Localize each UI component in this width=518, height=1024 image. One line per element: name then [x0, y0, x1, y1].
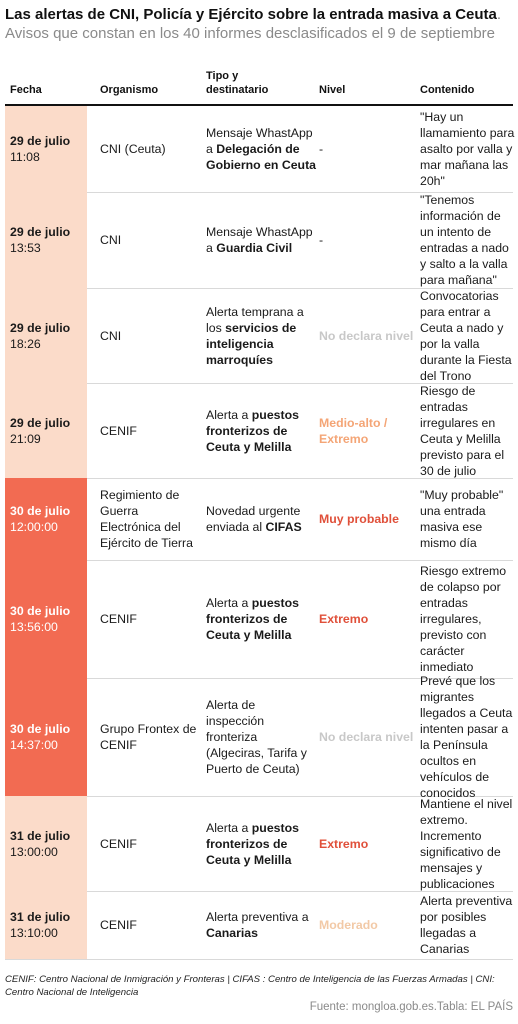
- tipo-cell: [206, 478, 316, 560]
- organismo-cell: CENIF: [100, 423, 137, 438]
- time: 13:53: [10, 241, 41, 255]
- tipo-destinatario: Canarias: [206, 926, 258, 940]
- contenido-cell: "Muy probable" una entrada masiva ese mismo día: [420, 488, 504, 550]
- date-cell: [5, 383, 87, 478]
- date: 30 de julio: [10, 722, 71, 736]
- tipo-destinatario: Guardia Civil: [216, 241, 293, 255]
- contenido-cell: Alerta preventiva por posibles llegadas a Canarias: [420, 894, 513, 956]
- header-nivel: Nivel: [319, 84, 346, 96]
- table-row: [5, 674, 513, 800]
- date-cell: [5, 796, 87, 891]
- tipo-text: Alerta a: [206, 407, 252, 422]
- date-cell: [5, 288, 87, 383]
- time: 21:09: [10, 431, 41, 446]
- organismo-cell: CENIF: [100, 918, 137, 932]
- time: 13:00:00: [10, 844, 58, 859]
- date-cell: [5, 891, 87, 959]
- date-cell: [5, 106, 87, 192]
- contenido-cell: "Tenemos información de un intento de entradas a nado y salto a la valla para mañana": [420, 193, 509, 287]
- tipo-text: Alerta a: [206, 596, 252, 610]
- table-row: [5, 192, 513, 289]
- organismo-cell: CENIF: [100, 612, 137, 626]
- tipo-cell: [206, 796, 316, 891]
- time: 12:00:00: [10, 520, 58, 534]
- page-title: Las alertas de CNI, Policía y Ejército sobre la entrada masiva a Ceuta. Avisos que constan en los 40 informes desclasificados el 9 de septiembre: [5, 6, 502, 42]
- contenido-cell: Prevé que los migrantes llegados a Ceuta intenten pasar a la Península ocultos en vehículos de conocidos: [420, 674, 513, 800]
- date-cell: [5, 478, 87, 560]
- header-contenido: Contenido: [420, 84, 475, 96]
- tipo-destinatario: servicios de inteligencia marroquíes: [206, 320, 297, 367]
- tipo-cell: [206, 192, 316, 288]
- nivel-cell: -: [319, 142, 324, 156]
- organismo-cell: CNI (Ceuta): [100, 142, 166, 156]
- nivel-cell: Extremo: [319, 836, 369, 851]
- contenido-cell: "Hay un llamamiento para asalto por valla y mar mañana las 20h": [420, 110, 515, 188]
- tipo-text: Mensaje WhastApp a: [206, 225, 313, 255]
- date: 31 de julio: [10, 910, 71, 924]
- tipo-cell: [206, 891, 316, 959]
- organismo-cell: Regimiento de Guerra Electrónica del Ejército de Tierra: [100, 488, 193, 550]
- footnote: CENIF: Centro Nacional de Inmigración y Fronteras | CIFAS : Centro de Inteligencia de las Fuerzas Armadas | CNI: Centro Nacional de Inteligencia: [5, 974, 495, 998]
- date: 30 de julio: [10, 604, 71, 618]
- nivel-cell: Medio-alto / Extremo: [319, 415, 388, 446]
- tipo-destinatario: puestos fronterizos de Ceuta y Melilla: [206, 820, 299, 867]
- tipo-destinatario: puestos fronterizos de Ceuta y Melilla: [206, 596, 299, 642]
- time: 11:08: [10, 150, 40, 164]
- table-row: [5, 478, 513, 561]
- source: Fuente: mongloa.gob.es.Tabla: EL PAÍS: [309, 1001, 513, 1013]
- nivel-cell: No declara nivel: [319, 328, 414, 343]
- nivel-cell: Muy probable: [319, 512, 399, 526]
- time: 14:37:00: [10, 738, 58, 752]
- time: 13:10:00: [10, 926, 58, 940]
- time: 18:26: [10, 336, 41, 351]
- tipo-text: Mensaje WhastApp a: [206, 126, 313, 156]
- nivel-cell: Extremo: [319, 612, 369, 626]
- date-cell: [5, 678, 87, 796]
- date: 29 de julio: [10, 320, 71, 335]
- nivel-cell: No declara nivel: [319, 730, 414, 744]
- tipo-destinatario: Delegación de Gobierno en Ceuta: [206, 142, 316, 172]
- table-row: [5, 288, 513, 384]
- date: 29 de julio: [10, 134, 71, 148]
- tipo-destinatario: puestos fronterizos de Ceuta y Melilla: [206, 407, 299, 454]
- date: 29 de julio: [10, 225, 71, 239]
- contenido-cell: Riesgo de entradas irregulares en Ceuta y Melilla previsto para el 30 de julio: [420, 383, 505, 478]
- nivel-cell: Moderado: [319, 918, 378, 932]
- tipo-text: Alerta a: [206, 820, 252, 835]
- contenido-cell: Mantiene el nivel extremo. Incremento significativo de mensajes y publicaciones: [420, 796, 513, 891]
- date: 29 de julio: [10, 415, 71, 430]
- organismo-cell: CNI: [100, 328, 122, 343]
- table-row: [5, 891, 513, 960]
- header-organismo: Organismo: [100, 84, 159, 96]
- organismo-cell: Grupo Frontex de CENIF: [100, 722, 197, 752]
- tipo-text: Novedad urgente enviada al: [206, 504, 301, 534]
- table-row: [5, 560, 513, 679]
- tipo-text: Alerta preventiva a: [206, 910, 309, 924]
- tipo-text: Alerta temprana a los: [206, 304, 304, 335]
- organismo-cell: CNI: [100, 233, 122, 247]
- tipo-cell: [206, 106, 316, 192]
- header-fecha: Fecha: [10, 84, 42, 96]
- date: 30 de julio: [10, 504, 71, 518]
- organismo-cell: CENIF: [100, 836, 137, 851]
- date: 31 de julio: [10, 828, 71, 843]
- table-row: [5, 383, 513, 479]
- nivel-cell: -: [319, 233, 324, 247]
- contenido-cell: Riesgo extremo de colapso por entradas irregulares, previsto con carácter inmediato: [420, 564, 507, 674]
- contenido-cell: Convocatorias para entrar a Ceuta a nado y por la valla durante la Fiesta del Trono: [420, 288, 512, 383]
- date-cell: [5, 560, 87, 678]
- tipo-cell: [206, 560, 316, 678]
- tipo-destinatario: CIFAS: [265, 520, 302, 534]
- tipo-cell: [206, 383, 316, 478]
- tipo-cell: [206, 678, 316, 796]
- date-cell: [5, 192, 87, 288]
- table-row: [5, 796, 513, 892]
- header-tipo: Tipo y destinatario: [206, 70, 269, 96]
- table-header: [0, 62, 518, 104]
- table-row: [5, 106, 513, 193]
- tipo-text: Alerta de inspección fronteriza (Algeciras, Tarifa y Puerto de Ceuta): [206, 698, 307, 776]
- tipo-cell: [206, 288, 316, 383]
- time: 13:56:00: [10, 620, 58, 634]
